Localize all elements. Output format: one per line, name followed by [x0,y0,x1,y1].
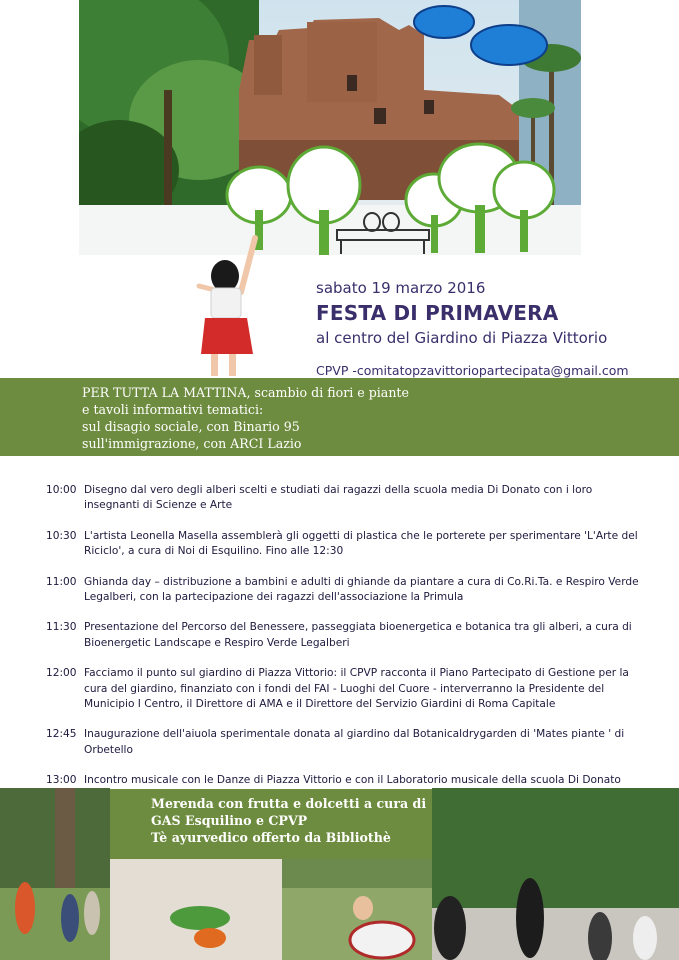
merenda-line: GAS Esquilino e CPVP [151,813,308,828]
schedule-time: 11:00 [46,575,77,588]
schedule-item [46,727,646,758]
morning-line: sull'immigrazione, con ARCI Lazio [82,436,302,451]
event-date: sabato 19 marzo 2016 [316,279,486,297]
contact-email: CPVP -comitatopzavittoriopartecipata@gmail.com [316,363,629,378]
schedule-item [46,575,646,606]
schedule-item [46,620,646,651]
schedule-text: Facciamo il punto sul giardino di Piazza Vittorio: il CPVP racconta il Piano Partecipato di Gestione per la cura del giardino, finanziato con i fondi del FAI - Luoghi del Cuore - interverranno la Presidente del Municipio I Centro, il Direttore di AMA e il Direttore del Servizio Giardini di Roma Capitale [84,667,629,711]
schedule-time: 13:00 [46,774,77,787]
child-illustration [195,232,275,380]
schedule-time: 12:00 [46,667,77,680]
schedule-time: 10:00 [46,484,77,496]
schedule-text: Inaugurazione dell'aiuola sperimentale donata al giardino dal Botanicaldrygarden di 'Mates piante ' di Orbetello [84,728,625,756]
schedule-text: Incontro musicale con le Danze di Piazza Vittorio e con il Laboratorio musicale della scuola Di Donato [84,774,621,787]
schedule-time: 11:30 [46,621,77,634]
schedule-time: 12:45 [46,728,77,741]
event-title: FESTA DI PRIMAVERA [316,301,559,325]
merenda-band-text [151,795,426,846]
schedule-text: Disegno dal vero degli alberi scelti e studiati dai ragazzi della scuola media Di Donato con i loro insegnanti di Scienze e Arte [84,484,593,512]
schedule-item [46,773,646,788]
schedule-time: 10:30 [46,529,77,542]
event-location: al centro del Giardino di Piazza Vittorio [316,329,608,347]
morning-line: sul disagio sociale, con Binario 95 [82,419,300,434]
morning-line: e tavoli informativi tematici: [82,402,264,417]
schedule-text: Presentazione del Percorso del Benessere, passeggiata bioenergetica e botanica tra gli alberi, a cura di Bioenergetic Landscape e Respiro Verde Legalberi [84,621,632,649]
merenda-line: Merenda con frutta e dolcetti a cura di [151,796,427,811]
schedule-item [46,666,646,712]
schedule-list [46,483,646,804]
schedule-item [46,483,646,514]
schedule-item [46,529,646,560]
merenda-line: Tè ayurvedico offerto da Bibliothè [151,830,391,845]
hero-image [79,0,581,255]
morning-line: PER TUTTA LA MATTINA, scambio di fiori e piante [82,385,409,400]
morning-band-text [82,384,409,452]
schedule-text: Ghianda day – distribuzione a bambini e adulti di ghiande da piantare a cura di Co.Ri.Ta. e Respiro Verde Legalberi, con la partecipazione dei ragazzi dell'associazione la Primula [84,575,639,604]
schedule-text: L'artista Leonella Masella assemblerà gli oggetti di plastica che le porterete per sperimentare 'L'Arte del Riciclo', a cura di Noi di Esquilino. Fino alle 12:30 [84,529,638,558]
